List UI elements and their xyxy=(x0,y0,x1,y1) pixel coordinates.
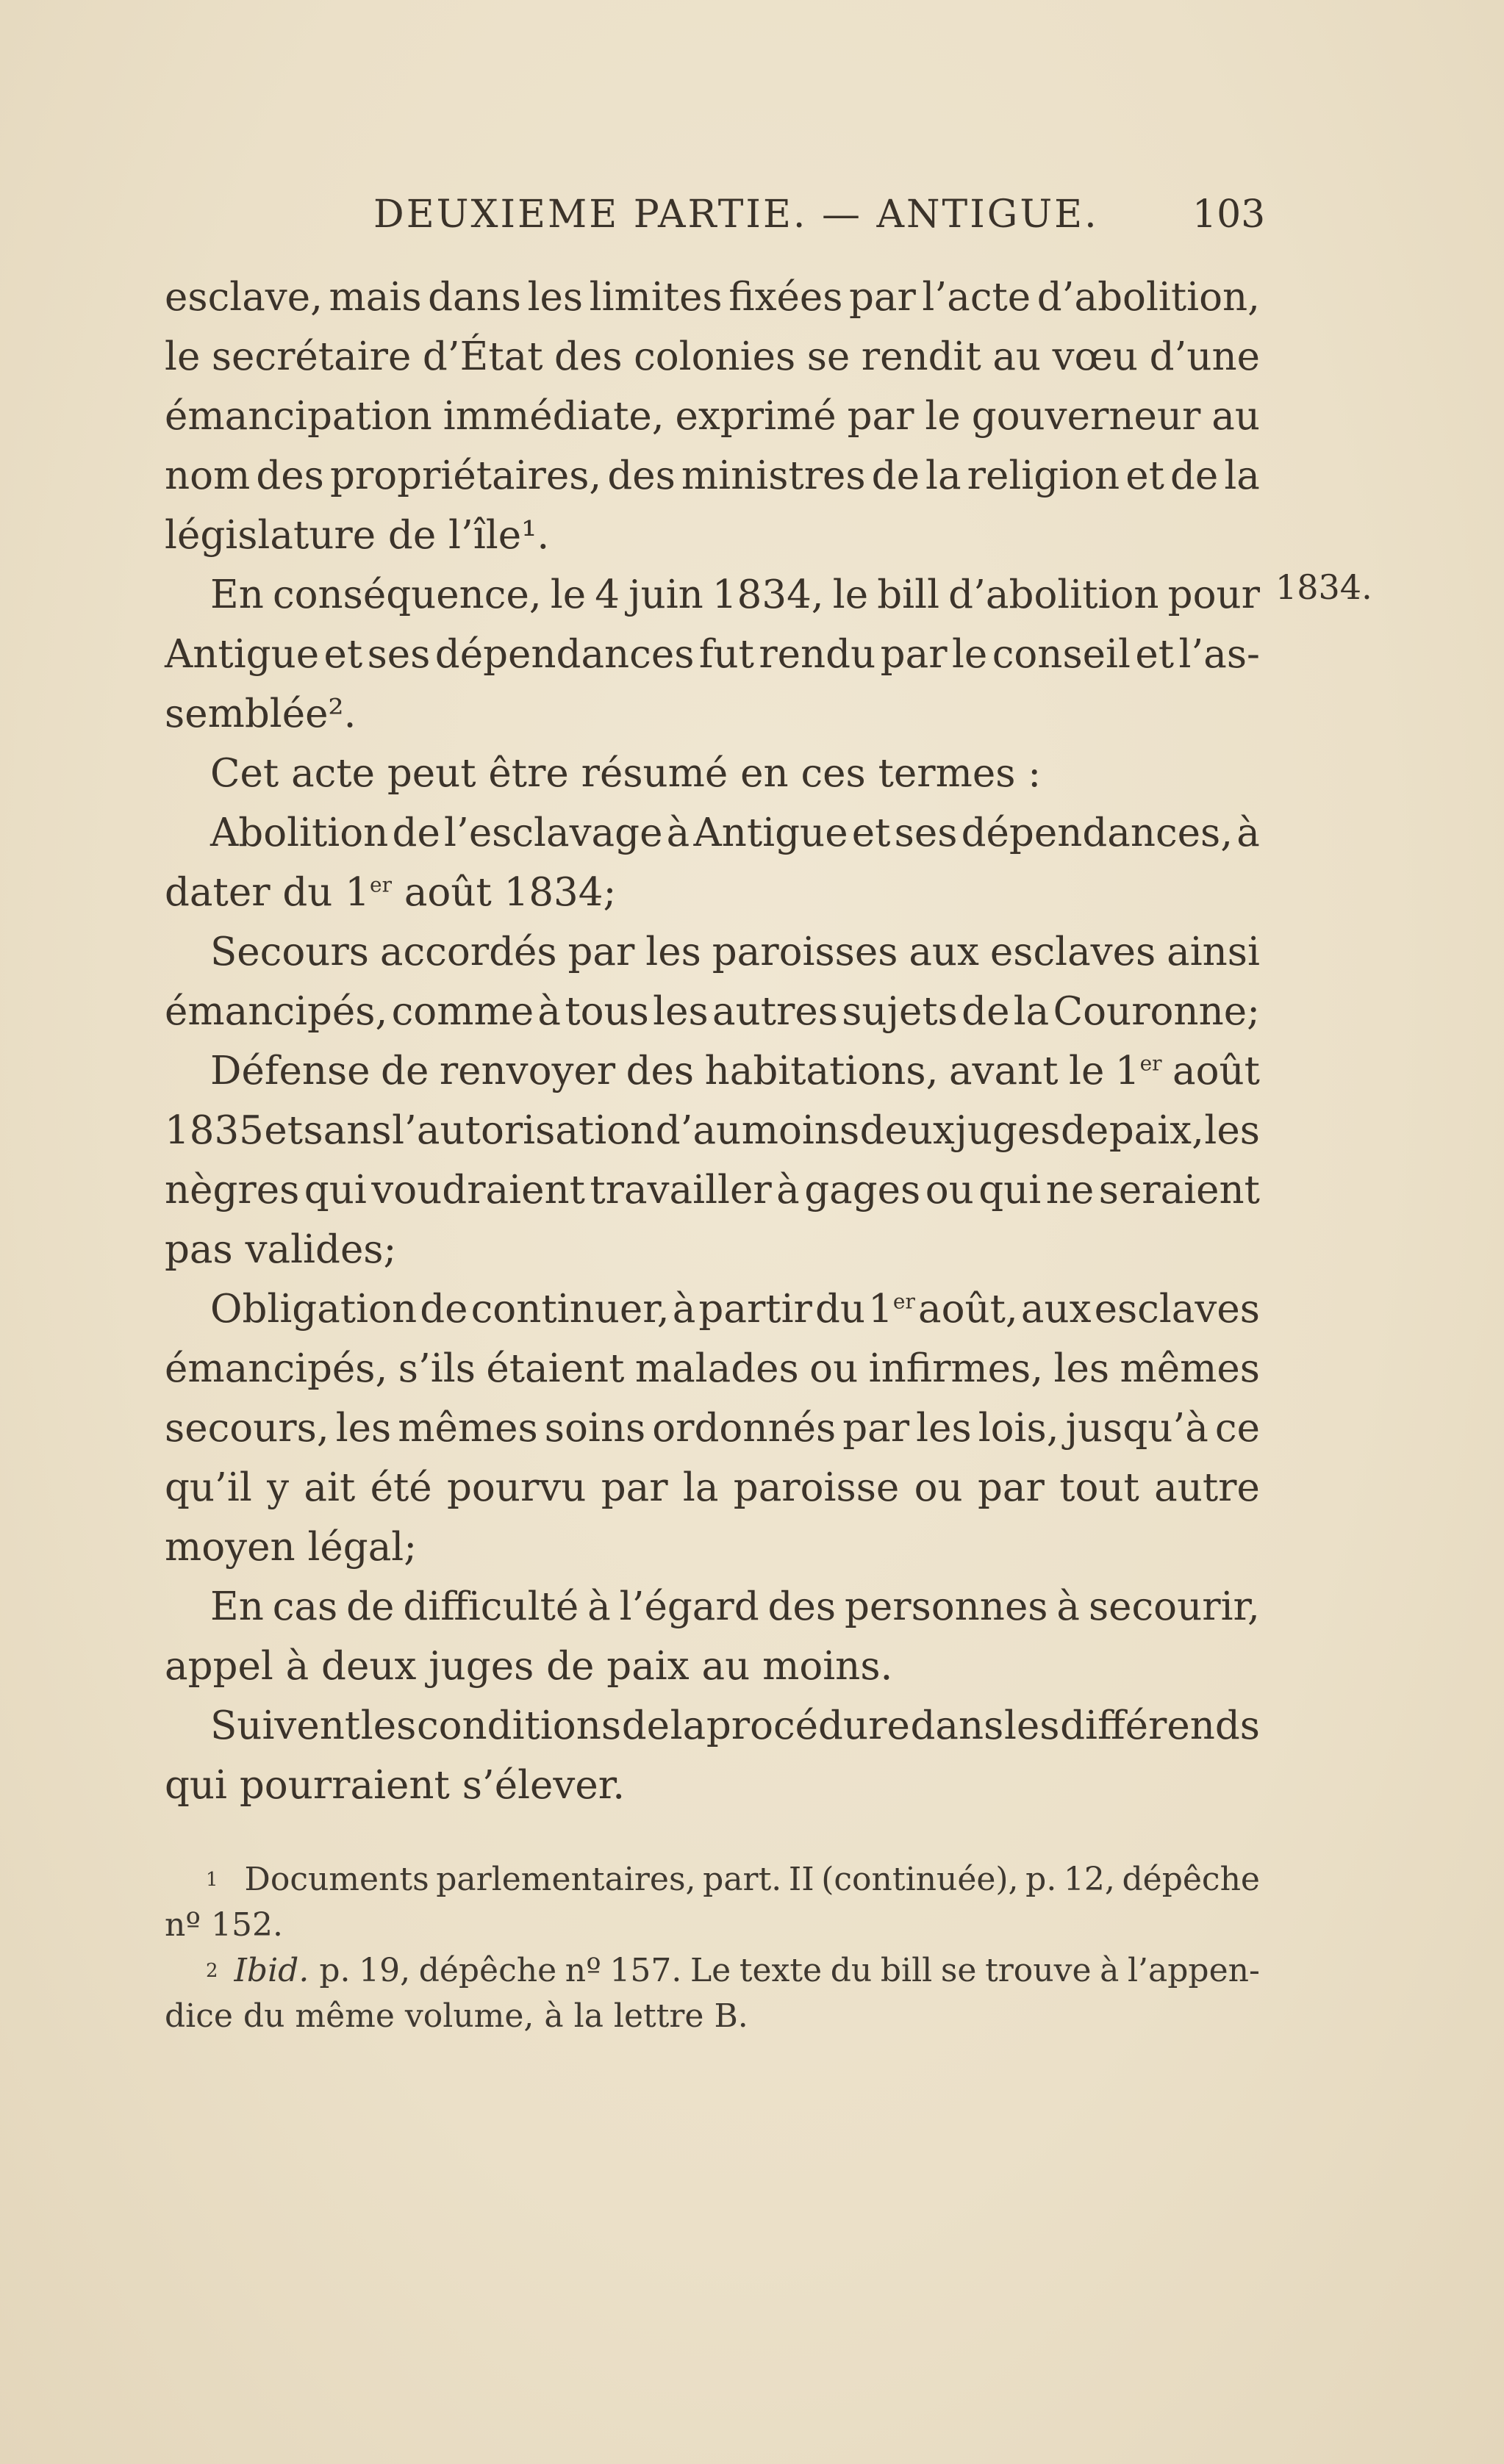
word: l’as- xyxy=(1178,632,1260,677)
word: nègres xyxy=(165,1168,300,1213)
word: Secours xyxy=(210,930,369,974)
word: l’égard xyxy=(619,1584,759,1629)
word: et xyxy=(1125,453,1164,498)
word: d’État xyxy=(422,334,543,379)
word: conseil xyxy=(992,632,1131,677)
word: En xyxy=(210,572,264,617)
text-line xyxy=(165,267,1260,327)
word: paroisse xyxy=(733,1465,900,1510)
text-line: Cet acte peut être résumé en ces termes : xyxy=(210,751,1042,796)
word: l’acte xyxy=(922,275,1031,320)
text-line xyxy=(165,1458,1260,1517)
word: ses xyxy=(367,632,431,677)
word: d’une xyxy=(1149,334,1260,379)
text-line xyxy=(165,1101,1260,1160)
word: et xyxy=(323,632,363,677)
text-line xyxy=(165,1041,1260,1101)
word: été xyxy=(370,1465,432,1510)
word: à xyxy=(1056,1584,1081,1629)
text-line xyxy=(165,1577,1260,1637)
body-text xyxy=(165,267,1260,1815)
word: les xyxy=(1053,1346,1110,1391)
word: ministres xyxy=(681,453,866,498)
word: pourvu xyxy=(446,1465,587,1510)
word: mêmes xyxy=(398,1406,538,1451)
word: juin xyxy=(629,572,703,617)
word: secrétaire xyxy=(211,334,412,379)
word: continuer, xyxy=(470,1287,670,1332)
text-line xyxy=(165,387,1260,446)
word: y xyxy=(267,1465,290,1510)
word: paroisses xyxy=(712,930,898,974)
word: les xyxy=(653,989,709,1034)
word: s’ils xyxy=(398,1346,476,1391)
word: par xyxy=(848,275,916,320)
word: le xyxy=(165,334,201,379)
word: de xyxy=(346,1584,395,1629)
word: de xyxy=(392,811,440,855)
word: infirmes, xyxy=(868,1346,1044,1391)
word: le xyxy=(951,632,988,677)
word: esclave, xyxy=(165,275,323,320)
word: le xyxy=(925,394,961,439)
word: les xyxy=(335,1406,392,1451)
word: (continuée), xyxy=(821,1861,1019,1898)
word: de xyxy=(621,1703,670,1748)
footnote-2-line-2: dice du même volume, à la lettre B. xyxy=(165,1997,748,2035)
word: la xyxy=(925,453,962,498)
word: seraient xyxy=(1098,1168,1260,1213)
word: Antigue xyxy=(165,632,320,677)
word: dépendances, xyxy=(961,811,1233,855)
word: au xyxy=(1211,394,1260,439)
text-line xyxy=(165,446,1260,506)
word: par xyxy=(842,1406,910,1451)
word: gouverneur xyxy=(971,394,1201,439)
text-line xyxy=(165,1160,1260,1220)
word: et xyxy=(1135,632,1175,677)
word: fixées xyxy=(728,275,843,320)
word: des xyxy=(767,1584,837,1629)
word: les xyxy=(916,1406,972,1451)
word: Antigue xyxy=(693,811,848,855)
word: II xyxy=(788,1861,814,1898)
text-line: moyen légal; xyxy=(165,1525,418,1570)
word: 1er xyxy=(1114,1049,1162,1093)
word: dépendances xyxy=(434,632,695,677)
word: conditions xyxy=(416,1703,622,1748)
word: 19, xyxy=(359,1952,411,1989)
word: rendit xyxy=(861,334,981,379)
word: ait xyxy=(304,1465,356,1510)
word: par xyxy=(847,394,914,439)
word: et xyxy=(851,811,891,855)
text-line: pas valides; xyxy=(165,1227,397,1272)
word: d’au xyxy=(655,1108,742,1153)
word: dans xyxy=(428,275,521,320)
word: esclaves xyxy=(1094,1287,1260,1332)
word: à xyxy=(672,1287,696,1332)
word: aux xyxy=(1020,1287,1092,1332)
word: se xyxy=(806,334,851,379)
footnote-2-text xyxy=(319,1948,1260,1994)
word: ou xyxy=(914,1465,963,1510)
word: août xyxy=(1172,1049,1260,1093)
word: part. xyxy=(703,1861,782,1898)
word: ainsi xyxy=(1167,930,1260,974)
word: d’abolition, xyxy=(1036,275,1260,320)
word: des xyxy=(626,1049,695,1093)
word: immédiate, xyxy=(443,394,665,439)
text-line xyxy=(165,1696,1260,1756)
word: ne xyxy=(1045,1168,1095,1213)
word: par xyxy=(567,930,635,974)
word: tous xyxy=(565,989,649,1034)
word: moins xyxy=(741,1108,860,1153)
word: l’esclavage xyxy=(444,811,663,855)
word: l’appen- xyxy=(1127,1952,1260,1989)
footnote-2-line-1 xyxy=(165,1948,1260,1994)
word: Le xyxy=(690,1952,731,1989)
word: secours, xyxy=(165,1406,329,1451)
word: le xyxy=(832,572,869,617)
word: émancipés, xyxy=(165,1346,388,1391)
word: l’autorisation xyxy=(392,1108,656,1153)
word: par xyxy=(880,632,948,677)
word: autre xyxy=(1154,1465,1260,1510)
word: habitations, xyxy=(704,1049,939,1093)
word: 1835 xyxy=(165,1108,264,1153)
word: des xyxy=(554,334,623,379)
word: d’abolition xyxy=(948,572,1159,617)
word: paix, xyxy=(1109,1108,1204,1153)
word: mêmes xyxy=(1120,1346,1260,1391)
word: à xyxy=(1236,811,1260,855)
word: et xyxy=(264,1108,304,1153)
word: Abolition xyxy=(210,811,389,855)
word: qui xyxy=(978,1168,1042,1213)
word: la xyxy=(1013,989,1050,1034)
word: pour xyxy=(1167,572,1260,617)
text-line xyxy=(165,982,1260,1041)
footnote-1-text xyxy=(245,1857,1260,1903)
word: juges xyxy=(955,1108,1061,1153)
word: de xyxy=(1170,453,1219,498)
footnotes xyxy=(165,1857,1260,2039)
word: cas xyxy=(272,1584,338,1629)
word: 157. xyxy=(609,1952,682,1989)
word: qui xyxy=(304,1168,367,1213)
word: limites xyxy=(589,275,723,320)
word: deux xyxy=(859,1108,955,1153)
footnote-1-marker: 1 xyxy=(206,1869,218,1891)
text-line xyxy=(165,1398,1260,1458)
word: de xyxy=(871,453,920,498)
footnote-2-ibid: Ibid. xyxy=(234,1952,309,1989)
word: jusqu’à xyxy=(1065,1406,1208,1451)
word: de xyxy=(962,989,1010,1034)
word: de xyxy=(381,1049,429,1093)
footnote-1-line-1 xyxy=(165,1857,1260,1903)
word: soins xyxy=(544,1406,646,1451)
word: les xyxy=(527,275,584,320)
word: étaient xyxy=(486,1346,625,1391)
word: trouve xyxy=(985,1952,1092,1989)
word: parlementaires, xyxy=(436,1861,696,1898)
word: difficulté xyxy=(403,1584,579,1629)
word: dans xyxy=(910,1703,1004,1748)
word: conséquence, xyxy=(272,572,542,617)
word: dépêche xyxy=(418,1952,557,1989)
word: Couronne; xyxy=(1053,989,1260,1034)
word: à xyxy=(587,1584,611,1629)
text-line: semblée². xyxy=(165,692,357,736)
word: comme xyxy=(391,989,534,1034)
word: ou xyxy=(809,1346,859,1391)
word: ses xyxy=(894,811,958,855)
word: rendu xyxy=(759,632,876,677)
page-number: 103 xyxy=(1192,193,1266,237)
word: des xyxy=(607,453,676,498)
word: ce xyxy=(1214,1406,1260,1451)
word: nom xyxy=(165,453,251,498)
word: voudraient xyxy=(371,1168,585,1213)
text-line xyxy=(165,803,1260,863)
word: les xyxy=(1003,1703,1060,1748)
footnote-2-marker: 2 xyxy=(206,1960,218,1982)
margin-date-note: 1834. xyxy=(1275,567,1372,607)
word: Défense xyxy=(210,1049,370,1093)
text-line xyxy=(165,1339,1260,1398)
word: partir xyxy=(698,1287,812,1332)
word: sans xyxy=(303,1108,392,1153)
word: de xyxy=(1060,1108,1109,1153)
word: bill xyxy=(880,1952,933,1989)
text-line: appel à deux juges de paix au moins. xyxy=(165,1644,893,1689)
word: à xyxy=(1100,1952,1120,1989)
word: les xyxy=(645,930,701,974)
word: émancipés, xyxy=(165,989,388,1034)
word: personnes xyxy=(844,1584,1048,1629)
word: par xyxy=(601,1465,668,1510)
word: propriétaires, xyxy=(329,453,602,498)
word: fut xyxy=(698,632,754,677)
word: à xyxy=(537,989,562,1034)
word: 12, xyxy=(1063,1861,1115,1898)
word: de xyxy=(420,1287,468,1332)
text-line xyxy=(165,565,1260,625)
text-line: qui pourraient s’élever. xyxy=(165,1763,626,1808)
word: 1er xyxy=(868,1287,915,1332)
word: nº xyxy=(565,1952,601,1989)
word: secourir, xyxy=(1088,1584,1260,1629)
word: malades xyxy=(634,1346,799,1391)
word: des xyxy=(256,453,324,498)
word: 1834, xyxy=(712,572,824,617)
word: mais xyxy=(329,275,422,320)
word: août, xyxy=(917,1287,1018,1332)
word: la xyxy=(670,1703,706,1748)
word: le xyxy=(1069,1049,1105,1093)
word: à xyxy=(776,1168,800,1213)
word: du xyxy=(814,1287,866,1332)
word: p. xyxy=(319,1952,351,1989)
word: bill xyxy=(877,572,940,617)
text-line xyxy=(165,922,1260,982)
word: qu’il xyxy=(165,1465,252,1510)
word: vœu xyxy=(1052,334,1139,379)
word: renvoyer xyxy=(439,1049,616,1093)
word: à xyxy=(666,811,690,855)
word: texte xyxy=(739,1952,823,1989)
word: lois, xyxy=(978,1406,1059,1451)
word: 4 xyxy=(595,572,620,617)
word: ou xyxy=(925,1168,974,1213)
word: sujets xyxy=(842,989,958,1034)
word: Documents xyxy=(244,1861,429,1898)
word: les xyxy=(1204,1108,1260,1153)
word: dépêche xyxy=(1122,1861,1260,1898)
word: p. xyxy=(1025,1861,1057,1898)
text-line: dater du 1er août 1834; xyxy=(165,870,617,915)
text-line xyxy=(165,327,1260,387)
word: ordonnés xyxy=(652,1406,837,1451)
text-line xyxy=(165,1279,1260,1339)
word: aux xyxy=(909,930,979,974)
word: par xyxy=(977,1465,1045,1510)
footnote-1-line-2: nº 152. xyxy=(165,1906,283,1944)
word: se xyxy=(940,1952,977,1989)
word: exprimé xyxy=(675,394,837,439)
word: esclaves xyxy=(989,930,1156,974)
word: Suivent xyxy=(210,1703,361,1748)
word: la xyxy=(682,1465,719,1510)
word: les xyxy=(360,1703,417,1748)
word: travailler xyxy=(590,1168,772,1213)
word: avant xyxy=(948,1049,1059,1093)
word: procédure xyxy=(706,1703,910,1748)
word: Obligation xyxy=(210,1287,418,1332)
word: religion xyxy=(967,453,1120,498)
word: En xyxy=(210,1584,264,1629)
word: autres xyxy=(712,989,838,1034)
word: accordés xyxy=(379,930,557,974)
word: tout xyxy=(1059,1465,1139,1510)
word: gages xyxy=(804,1168,921,1213)
word: différends xyxy=(1060,1703,1260,1748)
word: au xyxy=(992,334,1042,379)
text-line xyxy=(165,625,1260,684)
word: le xyxy=(550,572,587,617)
word: du xyxy=(830,1952,873,1989)
word: la xyxy=(1224,453,1260,498)
word: colonies xyxy=(634,334,796,379)
word: émancipation xyxy=(165,394,432,439)
text-line: législature de l’île¹. xyxy=(165,513,550,558)
running-header: DEUXIEME PARTIE. — ANTIGUE. xyxy=(373,193,1099,237)
